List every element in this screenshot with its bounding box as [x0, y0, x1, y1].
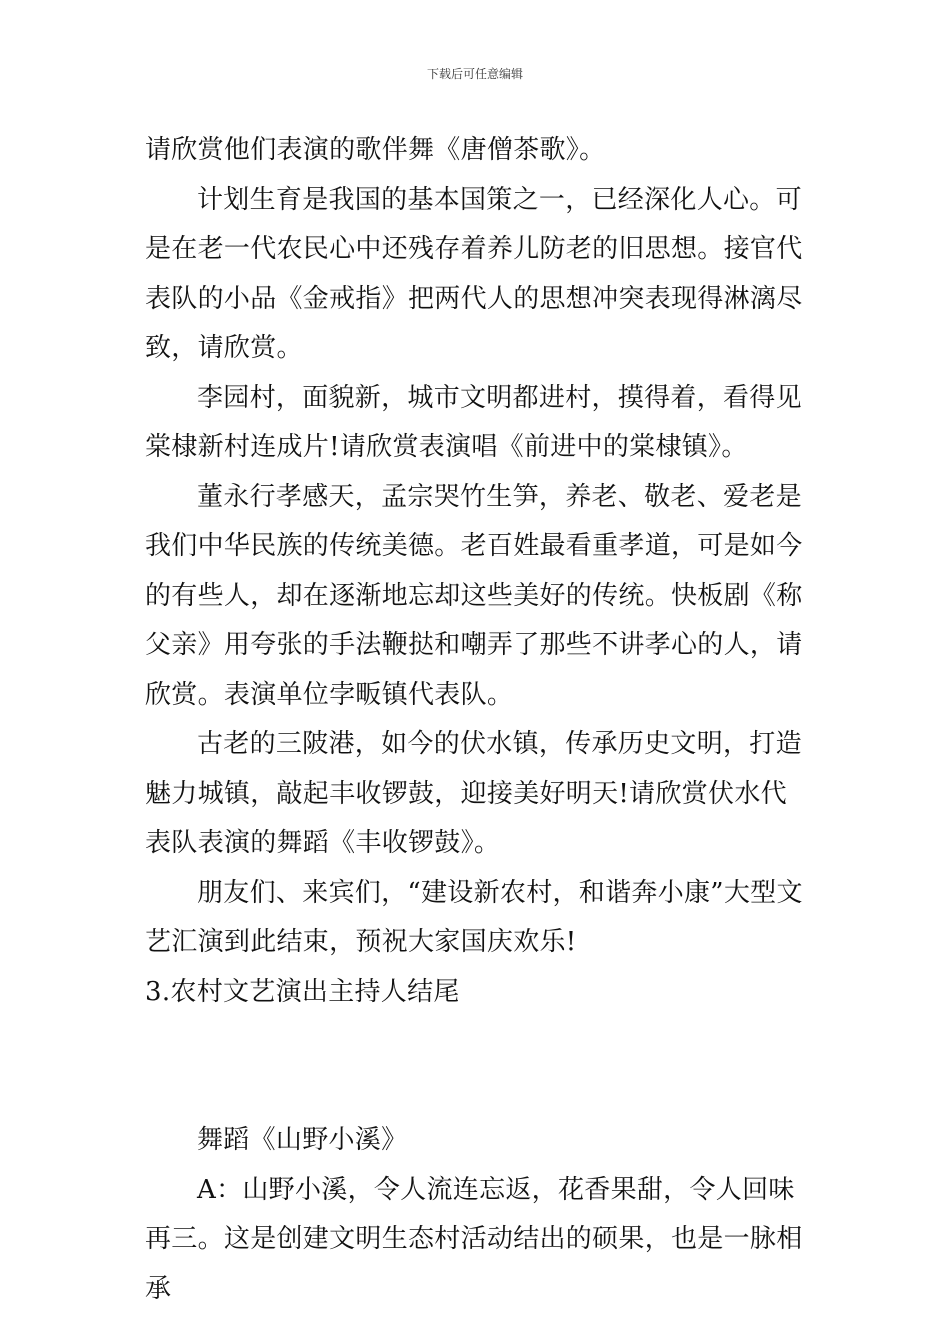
blank-gap: [145, 1017, 807, 1116]
paragraph-liyuan-village: 李园村，面貌新，城市文明都进村，摸得着，看得见棠棣新村连成片!请欣赏表演唱《前进中的棠棣镇》。: [145, 382, 802, 462]
paragraph-tea-song: 请欣赏他们表演的歌伴舞《唐僧茶歌》。: [145, 135, 606, 165]
paragraph-family-planning: 计划生育是我国的基本国策之一，已经深化人心。可是在老一代农民心中还残存着养儿防老的旧思想。接官代表队的小品《金戒指》把两代人的思想冲突表现得淋漓尽致，请欣赏。: [145, 184, 803, 363]
host-line-a: A：山野小溪，令人流连忘返，花香果甜，令人回味再三。这是创建文明生态村活动结出的硕果，也是一脉相承: [145, 1174, 803, 1304]
document-body: [145, 126, 807, 1314]
paragraph-fushui-town: 古老的三陂港，如今的伏水镇，传承历史文明，打造魅力城镇，敲起丰收锣鼓，迎接美好明天!请欣赏伏水代表队表演的舞蹈《丰收锣鼓》。: [145, 729, 802, 858]
program-title: 舞蹈《山野小溪》: [197, 1125, 408, 1155]
paragraph-filial-piety: 董永行孝感天，孟宗哭竹生笋，养老、敬老、爱老是我们中华民族的传统美德。老百姓最看重孝道，可是如今的有些人，却在逐渐地忘却这些美好的传统。快板剧《称父亲》用夸张的手法鞭挞和嘲弄了那些不讲孝心的人，请欣赏。表演单位孛畈镇代表队。: [145, 481, 803, 710]
paragraph-closing-remarks: 朋友们、来宾们，“建设新农村，和谐奔小康”大型文艺汇演到此结束，预祝大家国庆欢乐!: [145, 877, 803, 957]
page-header-note: 下载后可任意编辑: [426, 67, 523, 81]
section-heading: 3.农村文艺演出主持人结尾: [145, 976, 460, 1007]
